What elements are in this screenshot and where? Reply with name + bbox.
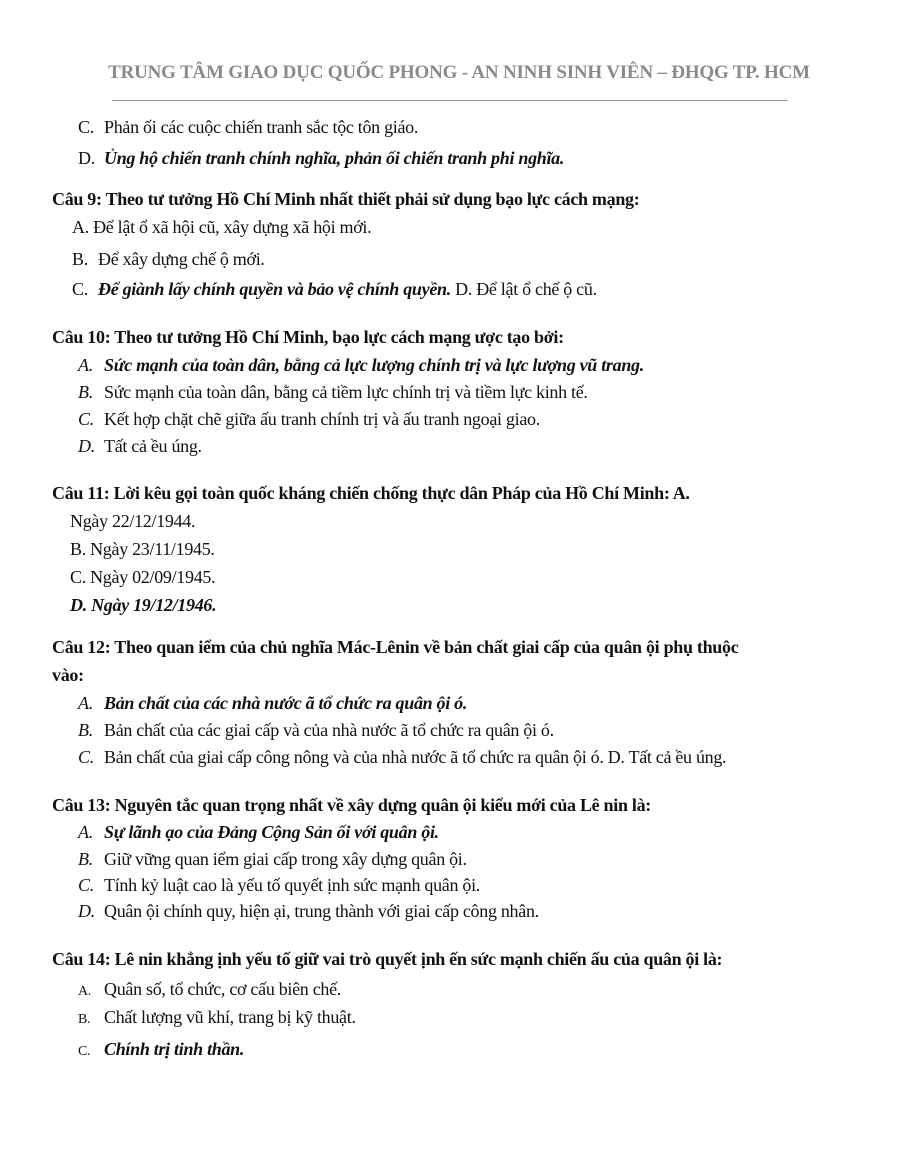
q12-option-a	[78, 692, 467, 714]
option-label: A.	[78, 984, 92, 999]
question-9-title: Câu 9: Theo tư tưởng Hồ Chí Minh nhất thiết phải sử dụng bạo lực cách mạng:	[52, 189, 640, 209]
option-text: Để xây dựng chế ộ mới.	[98, 249, 265, 269]
option-text: Bản chất của các giai cấp và của nhà nước ã tổ chức ra quân ội ó.	[104, 720, 554, 740]
q14-option-a	[78, 978, 341, 1003]
q11-option-a: Ngày 22/12/1944.	[70, 511, 196, 531]
q14-option-c	[78, 1038, 244, 1063]
option-text: Giữ vững quan iểm giai cấp trong xây dựng quân ội.	[104, 849, 467, 869]
q13-option-b	[78, 848, 467, 870]
option-text: Tính kỷ luật cao là yếu tố quyết ịnh sức mạnh quân ội.	[104, 875, 480, 895]
q9-option-a: A. Để lật ổ xã hội cũ, xây dựng xã hội mới.	[72, 217, 372, 237]
option-text-correct: Để giành lấy chính quyền và bảo vệ chính quyền.	[98, 279, 451, 299]
option-label: C.	[78, 409, 94, 429]
option-label: C.	[78, 117, 94, 137]
question-14-title: Câu 14: Lê nin khẳng ịnh yếu tố giữ vai trò quyết ịnh ến sức mạnh chiến ấu của quân ội là:	[52, 949, 723, 969]
option-text-correct: Sự lãnh ạo của Đảng Cộng Sản ối với quân ội.	[104, 822, 439, 842]
q9-option-c	[72, 278, 597, 300]
option-label: B.	[78, 382, 93, 402]
q13-option-c	[78, 874, 480, 896]
q9-option-d: D. Để lật ổ chế ộ cũ.	[450, 279, 597, 299]
prev-option-c	[78, 116, 418, 138]
option-text: Tất cả ều úng.	[104, 436, 202, 456]
q12-option-c	[78, 746, 726, 768]
q10-option-c	[78, 408, 540, 430]
q13-option-a	[78, 821, 439, 843]
option-label: D.	[78, 436, 95, 456]
q12-option-b	[78, 719, 554, 741]
option-text: Quân số, tổ chức, cơ cấu biên chế.	[104, 979, 341, 999]
q9-option-b	[72, 248, 265, 270]
q14-option-b	[78, 1006, 356, 1031]
option-label: C.	[72, 279, 88, 299]
q11-option-b: B. Ngày 23/11/1945.	[70, 539, 215, 559]
option-label: B.	[72, 249, 88, 269]
option-label: A.	[78, 355, 93, 375]
option-label: C.	[78, 747, 94, 767]
option-text-correct: Ủng hộ chiến tranh chính nghĩa, phản ối chiến tranh phi nghĩa.	[104, 148, 565, 168]
question-13-title: Câu 13: Nguyên tắc quan trọng nhất về xây dựng quân ội kiểu mới của Lê nin là:	[52, 795, 651, 815]
option-label: B.	[78, 720, 93, 740]
question-12-title: Câu 12: Theo quan iểm của chủ nghĩa Mác-Lênin về bản chất giai cấp của quân ội phụ thuộc	[52, 637, 739, 657]
option-text: Chất lượng vũ khí, trang bị kỹ thuật.	[104, 1007, 356, 1027]
option-label: C.	[78, 875, 94, 895]
option-text-correct: Bản chất của các nhà nước ã tổ chức ra quân ội ó.	[104, 693, 468, 713]
q10-option-a	[78, 354, 644, 376]
option-text-correct: Chính trị tinh thần.	[104, 1039, 245, 1059]
q10-option-d	[78, 435, 202, 457]
option-text: Sức mạnh của toàn dân, bằng cả tiềm lực chính trị và tiềm lực kinh tế.	[104, 382, 588, 402]
option-text: Quân ội chính quy, hiện ại, trung thành với giai cấp công nhân.	[104, 901, 539, 921]
q11-option-d-correct: D. Ngày 19/12/1946.	[70, 595, 217, 615]
option-label: B.	[78, 1012, 91, 1027]
question-12-title-cont: vào:	[52, 665, 84, 685]
option-label: A.	[78, 693, 93, 713]
option-label: B.	[78, 849, 93, 869]
option-text: Bản chất của giai cấp công nông và của nhà nước ã tổ chức ra quân ội ó. D. Tất cả ều úng.	[104, 747, 727, 767]
option-label: D.	[78, 901, 95, 921]
option-label: D.	[78, 148, 95, 168]
option-label: A.	[78, 822, 93, 842]
option-label: C.	[78, 1044, 91, 1059]
question-10-title: Câu 10: Theo tư tưởng Hồ Chí Minh, bạo lực cách mạng ược tạo bởi:	[52, 327, 564, 347]
header-divider	[112, 100, 788, 101]
q13-option-d	[78, 900, 539, 922]
prev-option-d	[78, 147, 564, 169]
question-11-title: Câu 11: Lời kêu gọi toàn quốc kháng chiến chống thực dân Pháp của Hồ Chí Minh: A.	[52, 483, 690, 503]
option-text: Phản ối các cuộc chiến tranh sắc tộc tôn giáo.	[104, 117, 419, 137]
q10-option-b	[78, 381, 588, 403]
q11-option-c: C. Ngày 02/09/1945.	[70, 567, 216, 587]
option-text: Kết hợp chặt chẽ giữa ấu tranh chính trị và ấu tranh ngoại giao.	[104, 409, 540, 429]
option-text-correct: Sức mạnh của toàn dân, bằng cả lực lượng chính trị và lực lượng vũ trang.	[104, 355, 644, 375]
header-title: TRUNG TÂM GIAO DỤC QUỐC PHONG - AN NINH SINH VIÊN – ĐHQG TP. HCM	[108, 62, 810, 83]
